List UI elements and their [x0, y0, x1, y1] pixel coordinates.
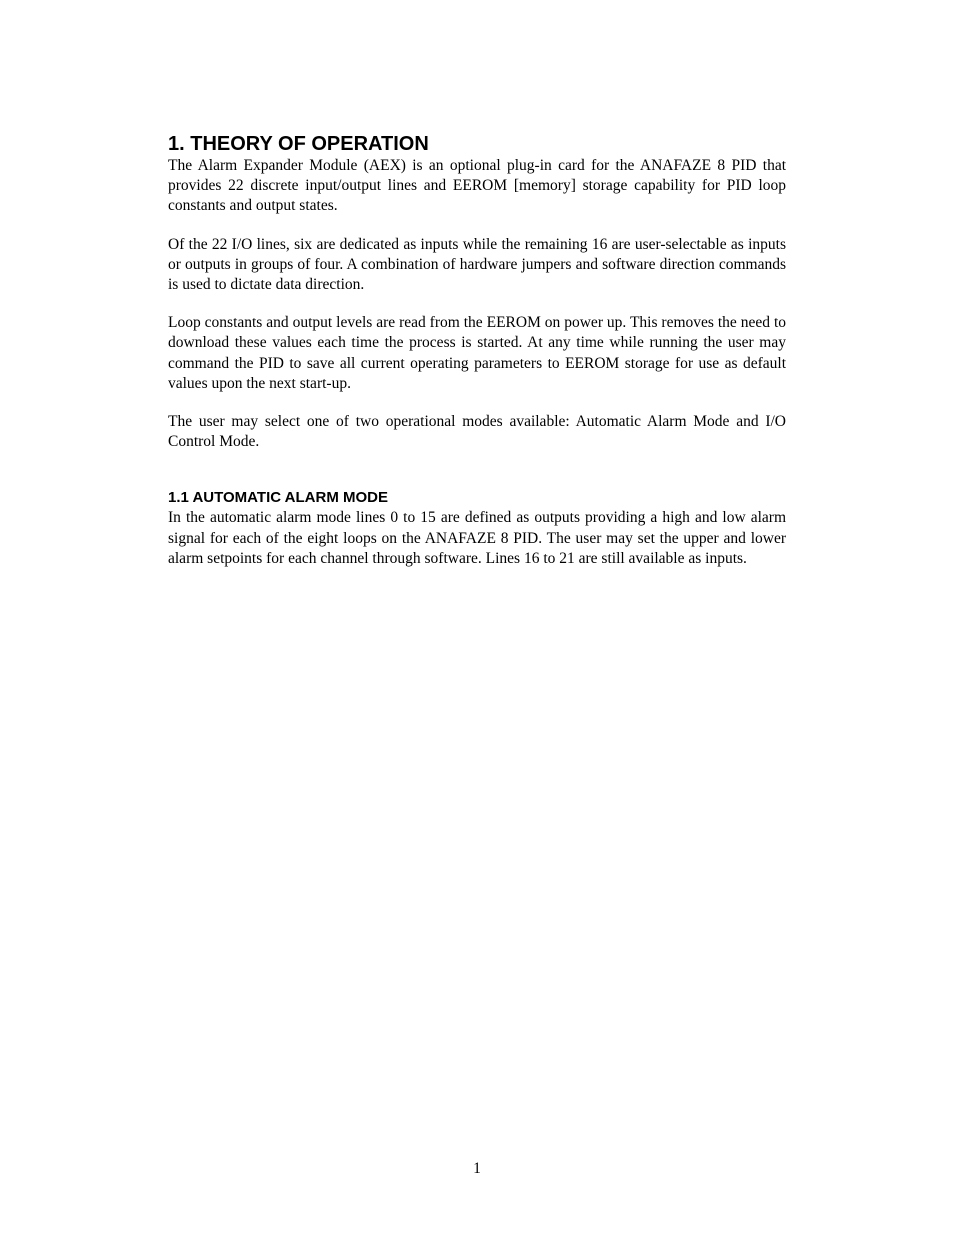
paragraph-spacer	[168, 394, 786, 412]
page-number: 1	[473, 1160, 481, 1177]
subsection-paragraph: In the automatic alarm mode lines 0 to 15 are defined as outputs providing a high and low alarm signal for each of the eight loops on the ANAFAZE 8 PID. The user may set the upper and lower alarm setpoints for each channel through software. Lines 16 to 21 are still available as inputs.	[168, 509, 786, 567]
section-spacer	[168, 452, 786, 488]
section-heading: 1. THEORY OF OPERATION	[168, 133, 429, 155]
section-paragraph-3: Loop constants and output levels are read from the EEROM on power up. This removes the need to download these values each time the process is started. At any time while running the user may command the PID to save all current operating parameters to EEROM storage for use as default values upon the next start-up.	[168, 314, 786, 392]
paragraph-spacer	[168, 217, 786, 235]
paragraph-spacer	[168, 295, 786, 313]
section-paragraph-1: The Alarm Expander Module (AEX) is an optional plug-in card for the ANAFAZE 8 PID that provides 22 discrete input/output lines and EEROM [memory] storage capability for PID loop constants and output states.	[168, 157, 786, 215]
subsection-heading: 1.1 AUTOMATIC ALARM MODE	[168, 489, 388, 507]
section-paragraph-2: Of the 22 I/O lines, six are dedicated as inputs while the remaining 16 are user-selectable as inputs or outputs in groups of four. A combination of hardware jumpers and software direction commands is used to dictate data direction.	[168, 235, 786, 294]
page-content	[168, 132, 786, 569]
section-paragraph-4: The user may select one of two operational modes available: Automatic Alarm Mode and I/O Control Mode.	[168, 413, 786, 451]
